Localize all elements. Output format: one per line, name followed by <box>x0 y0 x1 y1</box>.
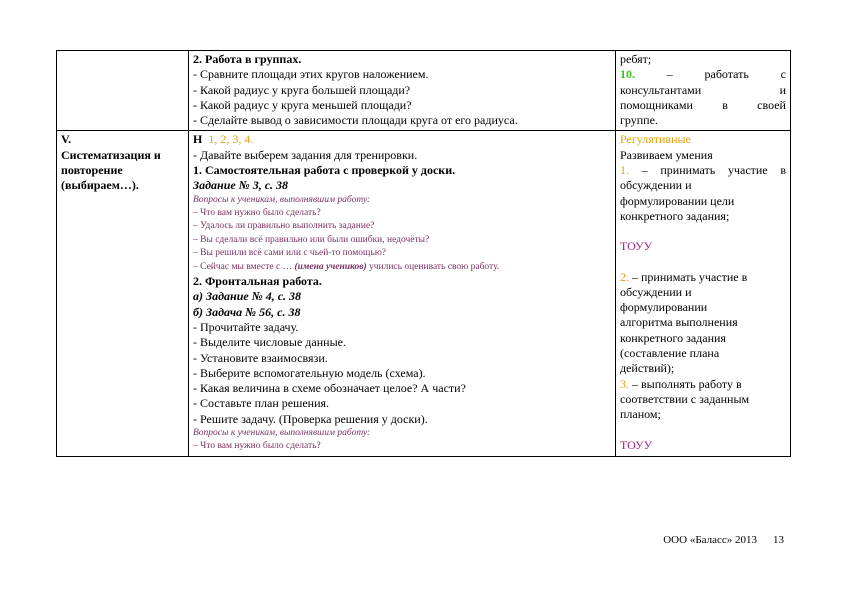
step-line: - Какая величина в схеме обозначает целое? А части? <box>193 381 466 396</box>
skill-number-10: 10. <box>620 67 635 82</box>
question-placeholder: (имена учеников) <box>294 261 367 272</box>
skill-number: 1. <box>620 163 629 178</box>
spacer <box>620 224 786 239</box>
skills-line: алгоритма выполнения <box>620 315 738 330</box>
step-line: - Составьте план решения. <box>193 396 330 411</box>
question-line: – Что вам нужно было сделать? <box>193 208 321 219</box>
teacher-activity-cell <box>189 51 616 131</box>
questions-title: Вопросы к ученикам, выполнявшим работу: <box>193 428 371 439</box>
skills-line: (составление плана <box>620 346 720 361</box>
activity-line: - Сравните площади этих кругов наложением. <box>193 67 429 82</box>
question-part: – Сейчас мы вместе с … <box>193 261 293 272</box>
publisher-text: ООО «Баласс» 2013 <box>663 534 757 546</box>
word: консультантами <box>620 82 702 97</box>
level-numbers: 1, 2, 3, 4. <box>208 132 254 147</box>
skills-line <box>620 270 786 285</box>
stage-cell-empty <box>57 51 189 131</box>
word: работать <box>704 67 749 82</box>
level-line <box>193 132 611 147</box>
skills-line: формулировании цели <box>620 193 735 208</box>
touu-label: ТОУУ <box>620 437 653 452</box>
skills-category-regulative: Регулятивные <box>620 132 691 147</box>
skills-line: обсуждении и <box>620 178 692 193</box>
skills-line: обсуждении и <box>620 284 692 299</box>
skills-subtitle: Развиваем умения <box>620 147 713 162</box>
step-line: - Установите взаимосвязи. <box>193 350 328 365</box>
skills-line <box>620 98 786 113</box>
skill-number: 3. <box>620 376 629 391</box>
skill-text: – выполнять работу в <box>632 376 742 391</box>
table-row-systematization <box>57 131 791 456</box>
skills-line: группе. <box>620 113 658 128</box>
questions-title: Вопросы к ученикам, выполнявшим работу: <box>193 194 371 205</box>
skills-cell <box>616 131 791 456</box>
skills-cell <box>616 51 791 131</box>
skills-line: планом; <box>620 407 661 422</box>
step-line: - Выберите вспомогательную модель (схема). <box>193 365 426 380</box>
skills-line: действий); <box>620 361 675 376</box>
section-heading-independent-work: 1. Самостоятельная работа с проверкой у доски. <box>193 163 456 178</box>
question-part: учились оценивать свою работу. <box>369 261 500 272</box>
stage-title-line: повторение <box>61 163 123 178</box>
dash: – <box>641 163 648 178</box>
section-heading-frontal-work: 2. Фронтальная работа. <box>193 274 322 289</box>
skills-line: соответствии с заданным <box>620 391 750 406</box>
teacher-activity-cell <box>189 131 616 456</box>
question-line: – Вы решили всё сами или с чьей-то помощью? <box>193 248 387 259</box>
table-row-group-work <box>57 51 791 131</box>
skills-line <box>620 67 786 82</box>
lesson-plan-table <box>56 50 791 457</box>
activity-line: - Какой радиус у круга меньшей площади? <box>193 97 412 112</box>
skills-line: формулировании <box>620 300 708 315</box>
stage-title-line: (выбираем…). <box>61 178 139 193</box>
skills-line: конкретного задания; <box>620 208 730 223</box>
skill-number: 2. <box>620 269 629 284</box>
word: помощниками <box>620 97 693 112</box>
word: участие <box>727 163 768 178</box>
page-number: 13 <box>773 534 784 546</box>
question-line <box>193 261 611 274</box>
stage-cell <box>57 131 189 456</box>
spacer <box>620 255 786 270</box>
word: в <box>780 163 786 178</box>
skill-text: – принимать участие в <box>632 269 748 284</box>
level-prefix: Н <box>193 132 203 147</box>
spacer <box>620 423 786 438</box>
skills-line: ребят; <box>620 52 652 66</box>
step-line: - Решите задачу. (Проверка решения у доски). <box>193 411 428 426</box>
activity-line: - Сделайте вывод о зависимости площади круга от его радиуса. <box>193 113 518 128</box>
question-line: – Что вам нужно было сделать? <box>193 441 321 452</box>
skills-line <box>620 163 786 178</box>
word: своей <box>757 97 786 112</box>
skills-line <box>620 377 786 392</box>
word: в <box>722 97 728 112</box>
question-line: – Вы сделали всё правильно или были ошибки, недочёты? <box>193 234 430 245</box>
task-reference: а) Задание № 4, с. 38 <box>193 289 302 304</box>
step-line: - Прочитайте задачу. <box>193 320 299 334</box>
word: принимать <box>660 163 716 178</box>
skills-line <box>620 83 786 98</box>
step-line: - Выделите числовые данные. <box>193 335 346 350</box>
page-footer <box>663 534 784 546</box>
touu-label: ТОУУ <box>620 239 653 254</box>
activity-line: - Давайте выберем задания для тренировки. <box>193 147 418 162</box>
question-line: – Удалось ли правильно выполнить задание? <box>193 221 375 232</box>
stage-title-line: Систематизация и <box>61 147 161 162</box>
stage-number: V. <box>61 132 72 147</box>
dash: – <box>666 67 673 82</box>
task-reference: б) Задача № 56, с. 38 <box>193 304 301 319</box>
word: с <box>780 67 786 82</box>
section-heading-group-work: 2. Работа в группах. <box>193 52 302 66</box>
activity-line: - Какой радиус у круга большей площади? <box>193 82 411 97</box>
word: и <box>779 82 786 97</box>
task-reference: Задание № 3, с. 38 <box>193 178 289 193</box>
skills-line: конкретного задания <box>620 330 726 345</box>
